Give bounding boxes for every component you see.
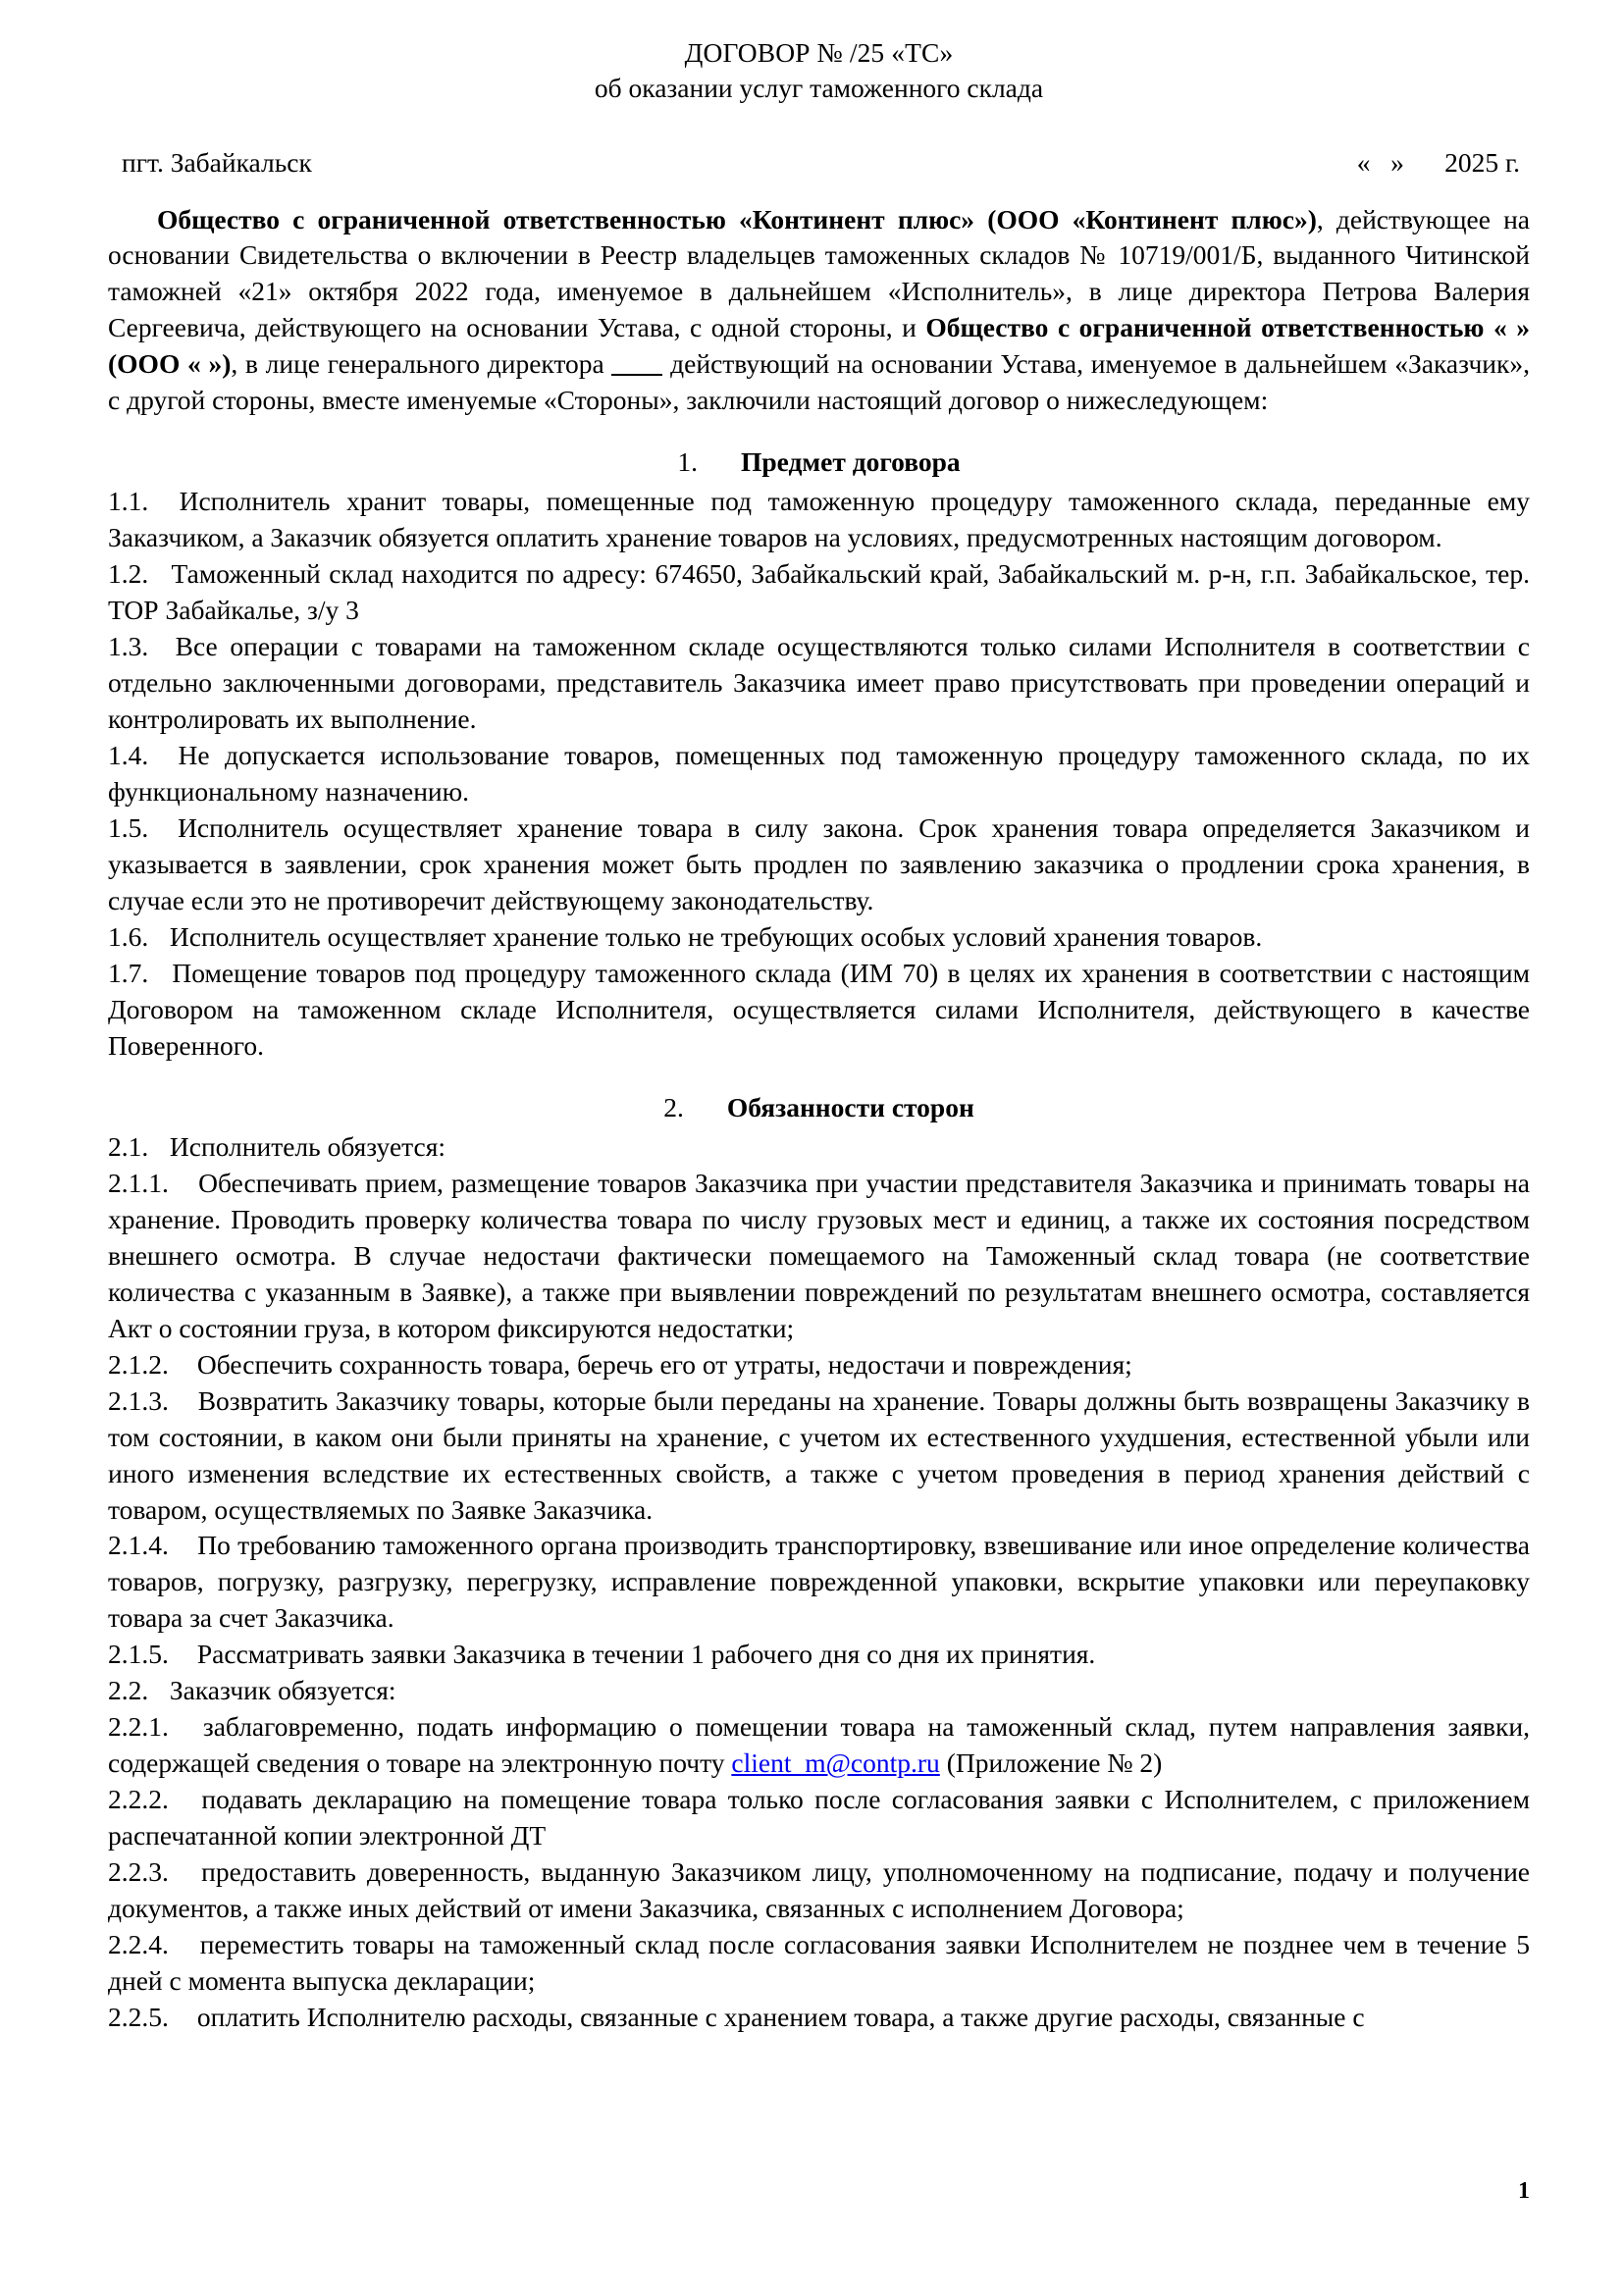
clause-2-2-1-text-before: заблаговременно, подать информацию о помещении товара на таможенный склад, путем направления заявки, содержащей сведения о товаре на электронную почту [108,1711,1530,1779]
preamble-party-executor: Общество с ограниченной ответственностью «Континент плюс» (ООО «Континент плюс») [157,203,1317,235]
clause-1-7-text: Помещение товаров под процедуру таможенного склада (ИМ 70) в целях их хранения в соответствии с настоящим Договором на таможенном складе Исполнителя, осуществляется силами Исполнителя, действующего в качестве Поверенного. [108,957,1531,1061]
clause-1-7 [108,956,1530,1065]
clause-2-2-2-text: подавать декларацию на помещение товара только после согласования заявки с Исполнителем, с приложением распечатанной копии электронной ДТ [108,1784,1530,1852]
clause-2-2-1-text-after: (Приложение № 2) [939,1747,1163,1779]
section-1-number: 1. [677,446,698,478]
clause-2-2-5-text: оплатить Исполнителю расходы, связанные с хранением товара, а также другие расходы, связанные с [196,2002,1365,2033]
clause-2-2-3-label: 2.2.3. [108,1856,169,1888]
date-label: « » 2025 г. [1356,146,1520,178]
section-2-title: Обязанности сторон [726,1091,974,1122]
email-link[interactable]: client_m@contp.ru [731,1747,940,1779]
preamble-party-customer: Общество с ограниченной ответственностью « » (ООО « ») [108,312,1530,380]
clause-2-1-2 [108,1347,1530,1383]
clause-2-2 [108,1673,1530,1709]
clause-2-2-5 [108,2000,1530,2036]
clause-1-5-label: 1.5. [108,812,149,844]
clause-2-1-4-text: По требованию таможенного органа производить транспортировку, взвешивание или иное определение количества товаров, погрузку, разгрузку, перегрузку, исправление поврежденной упаковки, вскрытие упаковки или переупаковку товара за счет Заказчика. [108,1530,1530,1634]
clause-2-1 [108,1129,1530,1166]
clause-1-3 [108,629,1530,738]
clause-2-2-4-text: переместить товары на таможенный склад после согласования заявки Исполнителем не позднее чем в течение 5 дней с момента выпуска декларации; [108,1929,1531,1997]
clause-2-1-1 [108,1166,1530,1347]
clause-2-1-4 [108,1528,1530,1637]
clause-1-1-text: Исполнитель хранит товары, помещенные под таможенную процедуру таможенного склада, переданные ему Заказчиком, а Заказчик обязуется оплатить хранение товаров на условиях, предусмотренных настоящим договором. [108,486,1531,553]
clause-1-4 [108,738,1530,810]
clause-2-2-1 [108,1709,1530,1782]
clause-2-2-1-label: 2.2.1. [108,1711,169,1743]
clause-1-2-label: 1.2. [108,558,149,590]
clause-2-1-2-text: Обеспечить сохранность товара, беречь его от утраты, недостачи и повреждения; [196,1348,1132,1380]
clause-2-2-label: 2.2. [108,1675,149,1706]
preamble-paragraph [108,202,1530,420]
clause-2-2-2-label: 2.2.2. [108,1784,169,1815]
clause-1-5 [108,810,1530,919]
clause-1-2-text: Таможенный склад находится по адресу: 674650, Забайкальский край, Забайкальский м. р-н, г.п. Забайкальское, тер. ТОР Забайкалье, з/у 3 [108,558,1530,626]
page-number: 1 [1518,2178,1530,2204]
clause-2-1-4-label: 2.1.4. [108,1530,169,1561]
clause-2-1-1-text: Обеспечивать прием, размещение товаров Заказчика при участии представителя Заказчика и принимать товары на хранение. Проводить проверку количества товара по числу грузовых мест и единиц, а также их состояния посредством внешнего осмотра. В случае недостачи фактически помещаемого на Таможенный склад товара (не соответствие количества с указанным в Заявке), а также при выявлении повреждений по результатам внешнего осмотра, составляется Акт о состоянии груза, в котором фиксируются недостатки; [108,1167,1531,1343]
clause-2-2-4-label: 2.2.4. [108,1929,169,1960]
section-1-heading [108,444,1530,480]
clause-1-5-text: Исполнитель осуществляет хранение товара в силу закона. Срок хранения товара определяется Заказчиком и указывается в заявлении, срок хранения может быть продлен по заявлению заказчика о продлении срока хранения, в случае если это не противоречит действующему законодательству. [108,812,1531,915]
clause-1-2 [108,556,1530,629]
clause-2-2-3-text: предоставить доверенность, выданную Заказчиком лицу, уполномоченному на подписание, подачу и получение документов, а также иных действий от имени Заказчика, связанных с исполнением Договора; [108,1856,1531,1924]
clause-2-1-5-label: 2.1.5. [108,1639,169,1670]
preamble-executor-details: , действующее на основании Свидетельства о включении в Реестр владельцев таможенных складов № 10719/001/Б, выданного Читинской таможней «21» октября 2022 года, именуемое в дальнейшем «Исполнитель», в лице директора Петрова Валерия Сергеевича, действующего на основании Устава, с одной стороны, и [108,203,1530,343]
clause-2-1-1-label: 2.1.1. [108,1167,169,1198]
clause-2-2-4 [108,1927,1530,2000]
place-label: пгт. Забайкальск [122,146,312,178]
document-subtitle: об оказании услуг таможенного склада [594,72,1044,103]
clause-2-2-5-label: 2.2.5. [108,2002,169,2033]
clause-2-1-text: Исполнитель обязуется: [169,1130,445,1162]
preamble-customer-details: , в лице генерального директора [231,348,612,380]
place-date-row [108,147,1530,179]
section-1-title: Предмет договора [740,446,961,478]
clause-2-2-2 [108,1782,1530,1854]
clause-2-2-3 [108,1854,1530,1927]
clause-2-1-3 [108,1383,1530,1529]
clause-1-1 [108,484,1530,556]
clause-2-1-3-label: 2.1.3. [108,1384,169,1416]
document-title: ДОГОВОР № /25 «ТС» [684,37,954,68]
clause-2-1-label: 2.1. [108,1130,149,1162]
clause-2-1-2-label: 2.1.2. [108,1348,169,1380]
clause-1-4-label: 1.4. [108,740,149,771]
clause-1-3-label: 1.3. [108,631,149,662]
section-2-number: 2. [663,1091,684,1122]
clause-2-1-5 [108,1637,1530,1673]
blank-line-field[interactable] [611,374,662,376]
clause-1-4-text: Не допускается использование товаров, помещенных под таможенную процедуру таможенного склада, по их функциональному назначению. [108,740,1531,808]
clause-1-6-text: Исполнитель осуществляет хранение только не требующих особых условий хранения товаров. [169,920,1263,952]
clause-1-6 [108,919,1530,956]
clause-1-3-text: Все операции с товарами на таможенном складе осуществляются только силами Исполнителя в соответствии с отдельно заключенными договорами, представитель Заказчика имеет право присутствовать при проведении операций и контролировать их выполнение. [108,631,1531,735]
clause-2-1-3-text: Возвратить Заказчику товары, которые были переданы на хранение. Товары должны быть возвращены Заказчику в том состоянии, в каком они были приняты на хранение, с учетом их естественного ухудшения, естественной убыли или иного изменения вследствие их естественных свойств, а также с учетом проведения в период хранения действий с товаром, осуществляемых по Заявке Заказчика. [108,1384,1531,1525]
preamble-closing: действующий на основании Устава, именуемое в дальнейшем «Заказчик», с другой стороны, вместе именуемые «Стороны», заключили настоящий договор о нижеследующем: [108,348,1530,416]
clause-1-7-label: 1.7. [108,957,149,988]
clause-2-1-5-text: Рассматривать заявки Заказчика в течении 1 рабочего дня со дня их принятия. [196,1639,1096,1670]
clause-1-6-label: 1.6. [108,920,149,952]
clause-2-2-text: Заказчик обязуется: [169,1675,396,1706]
section-2-heading [108,1090,1530,1125]
clause-1-1-label: 1.1. [108,486,149,517]
